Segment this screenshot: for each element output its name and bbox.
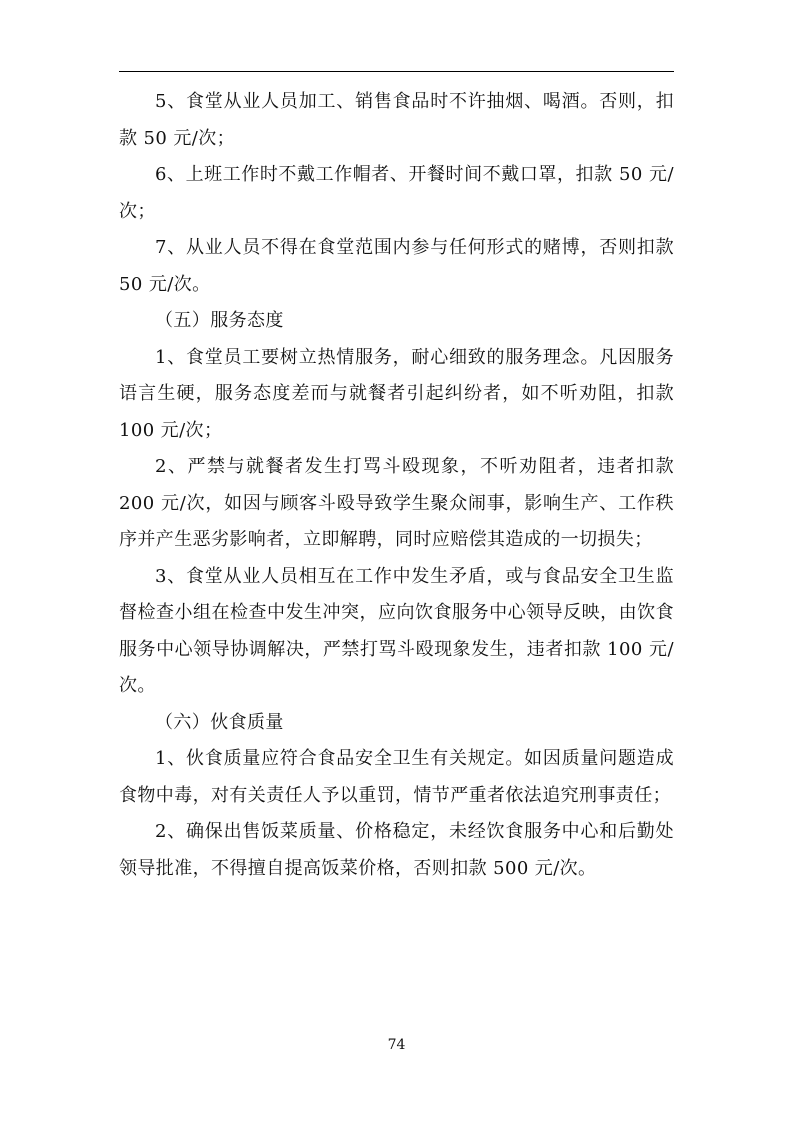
paragraph-service-3: 3、食堂从业人员相互在工作中发生矛盾，或与食品安全卫生监督检查小组在检查中发生冲突，应向饮食服务中心领导反映，由饮食服务中心领导协调解决，严禁打骂斗殴现象发生，违者扣款 100 元/次。 — [119, 565, 674, 696]
document-body — [119, 84, 674, 887]
paragraph-quality-1: 1、伙食质量应符合食品安全卫生有关规定。如因质量问题造成食物中毒，对有关责任人予以重罚，情节严重者依法追究刑事责任； — [119, 748, 674, 806]
section-heading-food-quality: （六）伙食质量 — [155, 711, 284, 733]
paragraph-rule-7: 7、从业人员不得在食堂范围内参与任何形式的赌博，否则扣款 50 元/次。 — [119, 237, 674, 295]
paragraph-rule-6: 6、上班工作时不戴工作帽者、开餐时间不戴口罩，扣款 50 元/次； — [119, 164, 674, 222]
paragraph-service-1: 1、食堂员工要树立热情服务，耐心细致的服务理念。凡因服务语言生硬，服务态度差而与就餐者引起纠纷者，如不听劝阻，扣款 100 元/次； — [119, 346, 674, 441]
paragraph-rule-5: 5、食堂从业人员加工、销售食品时不许抽烟、喝酒。否则，扣款 50 元/次； — [119, 91, 674, 149]
paragraph-service-2: 2、严禁与就餐者发生打骂斗殴现象，不听劝阻者，违者扣款 200 元/次，如因与顾客斗殴导致学生聚众闹事，影响生产、工作秩序并产生恶劣影响者，立即解聘，同时应赔偿其造成的一切损失； — [119, 456, 674, 550]
paragraph-quality-2: 2、确保出售饭菜质量、价格稳定，未经饮食服务中心和后勤处领导批准，不得擅自提高饭菜价格，否则扣款 500 元/次。 — [119, 821, 674, 879]
header-rule — [119, 71, 674, 72]
section-heading-service-attitude: （五）服务态度 — [155, 310, 284, 331]
page-number: 74 — [387, 1037, 406, 1053]
